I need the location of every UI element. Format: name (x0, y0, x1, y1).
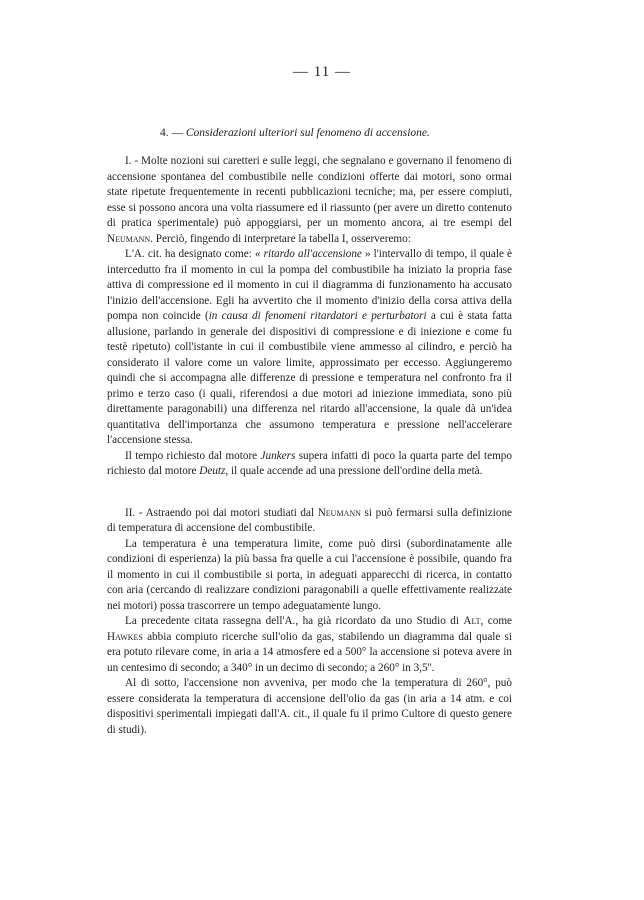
section-title: Considerazioni ulteriori sul fenomeno di accensione. (185, 127, 430, 139)
paragraph-2: L'A. cit. ha designato come: « ritardo all'accensione » l'intervallo di tempo, il quale è intercedutto fra il momento in cui la pompa del combustibile ha iniziato la propria fase attiva di compressione ed il momento in cui il diagramma di funzionamento ha accusato l'inizio dell'accensione. Egli ha avvertito che il momento d'inizio della corsa attiva della pompa non coincide (in causa di fenomeni ritardatori e perturbatori a cui è stata fatta allusione, parlando in generale dei dispositivi di compressione e di iniezione e come fu testè ripetuto) coll'istante in cui il combustibile viene ammesso al cilindro, e perciò ha considerato il valore come un valore limite, approssimato per eccesso. Aggiungeremo quindi che si accompagna alle differenze di pressione e temperatura nel confronto fra il primo e terzo caso (i quali, riferendosi a due motori ad iniezione immediata, sono più direttamente paragonabili) una differenza nel ritardo all'accensione, la quale dà un'idea quantitativa dell'importanza che assumono temperatura e pressione nell'accelerare l'accensione stessa. (107, 248, 512, 446)
author-neumann: Neumann (107, 232, 151, 245)
italic-deutz: Deutz (199, 465, 226, 477)
paragraph-7: Al di sotto, l'accensione non avveniva, per modo che la temperatura di 260°, può essere considerata la temperatura di accensione dell'olio da gas (in aria a 14 atm. e coi dispositivi sperimentali impiegati dall'A. cit., il quale fu il primo Cultore di questo genere di studi). (107, 677, 512, 736)
paragraph-6: La precedente citata rassegna dell'A., ha già ricordato da uno Studio di Alt, come Hawkes abbia compiuto ricerche sull'olio da gas, stabilendo un diagramma dal quale si era potuto rilevare come, in aria a 14 atmosfere ed a 500° la accensione si poteva avere in un centesimo di secondo; a 340° in un decimo di secondo; a 260° in 3,5''. (107, 615, 512, 674)
paragraph-3: Il tempo richiesto dal motore Junkers supera infatti di poco la quarta parte del tempo richiesto dal motore Deutz, il quale accende ad una pressione dell'ordine della metà. (107, 449, 512, 477)
author-alt: Alt (463, 615, 481, 627)
section-gap (107, 480, 512, 506)
italic-junkers: Junkers (260, 449, 296, 462)
section-number: 4. — (160, 127, 183, 139)
body-text (107, 154, 512, 738)
author-neumann-2: Neumann (317, 506, 361, 519)
paragraph-1: I. - Molte nozioni sui caretteri e sulle leggi, che segnalano e governano il fenomeno di accensione spontanea del combustibile nelle condizioni offerte dai motori, sono ormai state ripetute frequentemente in recenti pubblicazioni tecniche; ma, per essere compiuti, esse si possono ancora una volta riassumere ed il riassunto (per avere un diretto contenuto di pratica sperimentale) può appoggiarsi, per un momento ancora, ai tre esempi del Neumann. Perciò, fingendo di interpretare la tabella I, osserveremo: (107, 155, 512, 245)
italic-ritardo: ritardo all'accensione (263, 248, 362, 260)
author-hawkes: Hawkes (107, 630, 143, 643)
page-number: — 11 — (293, 64, 351, 80)
paragraph-4: II. - Astraendo poi dai motori studiati dal Neumann si può fermarsi sulla definizione di temperatura di accensione del combustibile. (107, 506, 512, 534)
italic-fenomeni: in causa di fenomeni ritardatori e perturbatori (208, 310, 427, 322)
paragraph-5: La temperatura è una temperatura limite, come può dirsi (subordinatamente alle condizioni di esperienza) la più bassa fra quelle a cui l'accensione è possibile, quando fra il momento in cui il combustibile si porta, in adeguati apparecchi di ricerca, in contatto con aria (cercando di realizzare condizioni paragonabili a quelle effettivamente realizzate nei motori) possa trascorrere un tempo adeguatamente lungo. (107, 537, 512, 612)
section-heading (160, 127, 430, 139)
